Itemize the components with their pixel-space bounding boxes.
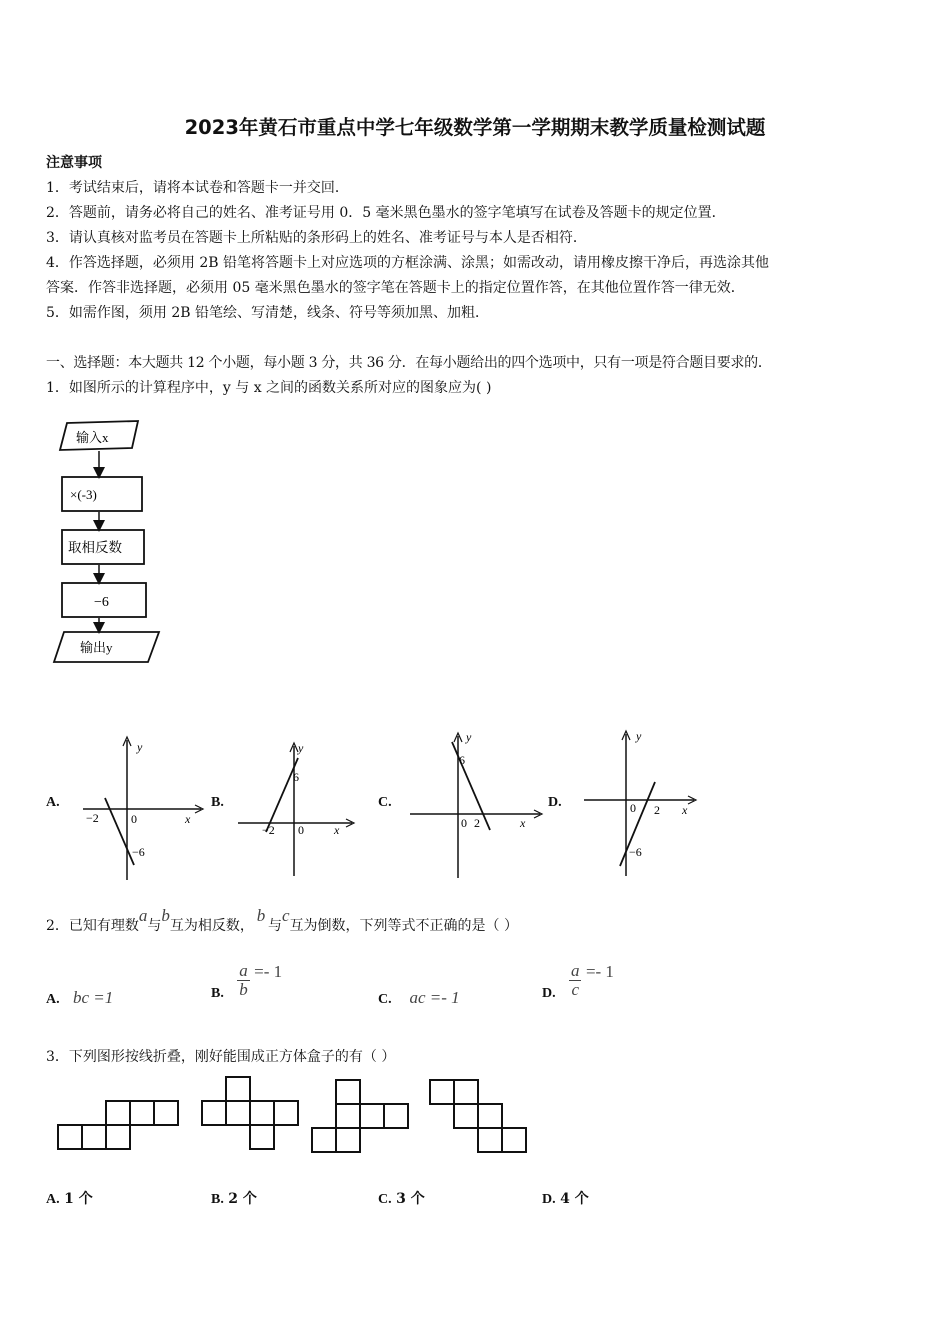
- option-text: 4 个: [560, 1191, 589, 1207]
- tick-label: 2: [474, 816, 480, 830]
- numerator: a: [570, 961, 580, 980]
- origin-label: 0: [298, 823, 304, 837]
- origin-label: 0: [461, 816, 467, 830]
- flow-output-label: 输出y: [80, 640, 113, 655]
- notice-item: 答案．作答非选择题，必须用 05 毫米黑色墨水的签字笔在答题卡上的指定位置作答，在其他位置作答一律无效．: [46, 280, 745, 296]
- q2-option-c: [378, 988, 460, 1008]
- option-letter: C.: [378, 795, 392, 810]
- q3-option-d: [542, 1188, 589, 1208]
- option-letter: D.: [548, 795, 562, 810]
- option-letter: A.: [46, 1192, 60, 1207]
- origin-label: 0: [630, 801, 636, 815]
- tick-label: 6: [293, 770, 299, 784]
- graph-option-c: [406, 728, 546, 880]
- option-letter: C.: [378, 992, 392, 1007]
- option-letter: D.: [542, 985, 556, 1001]
- tick-label: −6: [629, 845, 642, 859]
- axis-label-x: x: [334, 823, 340, 837]
- numerator: a: [239, 961, 248, 980]
- notice-heading: 注意事项: [46, 155, 102, 171]
- axis-label-y: y: [298, 741, 304, 755]
- var-b: b: [256, 906, 266, 925]
- notice-item: 4．作答选择题，必须用 2B 铅笔将答题卡上对应选项的方框涂满、涂黑；如需改动，请用橡皮擦干净后，再选涂其他: [46, 255, 769, 271]
- cube-net-3: [312, 1080, 408, 1152]
- q2-text: 与: [268, 918, 283, 934]
- q2-option-b: [211, 962, 282, 999]
- notice-item: 3．请认真核对监考员在答题卡上所粘贴的条形码上的姓名、准考证号与本人是否相符．: [46, 230, 587, 246]
- var-b: b: [161, 906, 170, 925]
- notice-item: 5．如需作图，须用 2B 铅笔绘、写清楚，线条、符号等须加黑、加粗．: [46, 305, 490, 321]
- denominator: b: [239, 980, 248, 999]
- cube-net-1: [58, 1101, 178, 1149]
- axis-label-x: x: [682, 803, 688, 817]
- axis-label-x: x: [520, 816, 526, 830]
- option-expression: ac =- 1: [409, 988, 460, 1007]
- page-title: 2023年黄石市重点中学七年级数学第一学期期末教学质量检测试题: [184, 116, 766, 139]
- q2-text: 互为倒数，下列等式不正确的是（ ）: [289, 918, 519, 934]
- notice-item: 2．答题前，请务必将自己的姓名、准考证号用 0．5 毫米黑色墨水的签字笔填写在试卷及答题卡的规定位置．: [46, 205, 726, 221]
- q3-option-c: [378, 1188, 425, 1208]
- question-1-stem: 1．如图所示的计算程序中，y 与 x 之间的函数关系所对应的图象应为( ): [46, 380, 492, 396]
- option-letter: B.: [211, 795, 224, 810]
- flow-negate-label: 取相反数: [68, 540, 122, 555]
- cube-nets: [56, 1074, 536, 1156]
- option-letter: A.: [46, 992, 60, 1007]
- fraction: [237, 962, 250, 999]
- graph-option-b: [236, 738, 356, 878]
- q3-option-a: [46, 1188, 93, 1208]
- tick-label: −2: [262, 823, 275, 837]
- flow-subtract-label: −6: [94, 595, 109, 610]
- option-rhs: =- 1: [254, 961, 283, 981]
- graph-option-a: [75, 732, 205, 882]
- option-text: 3 个: [396, 1191, 425, 1207]
- tick-label: −2: [86, 811, 99, 825]
- q2-text: 与: [147, 918, 162, 934]
- cube-net-4: [430, 1080, 526, 1152]
- axis-label-y: y: [636, 729, 642, 743]
- option-letter: B.: [211, 1192, 224, 1207]
- notice-item: 1．考试结束后，请将本试卷和答题卡一并交回．: [46, 180, 349, 196]
- function-line: [105, 798, 134, 865]
- denominator: c: [571, 980, 579, 999]
- question-3-stem: 3．下列图形按线折叠，刚好能围成正方体盒子的有（ ）: [46, 1049, 396, 1065]
- var-c: c: [282, 906, 290, 925]
- option-rhs: =- 1: [585, 961, 614, 981]
- origin-label: 0: [131, 812, 137, 826]
- cube-net-2: [202, 1077, 298, 1149]
- tick-label: −6: [132, 845, 145, 859]
- option-letter: C.: [378, 1192, 392, 1207]
- tick-label: 6: [459, 753, 465, 767]
- q2-option-d: [542, 962, 614, 999]
- option-text: 1 个: [64, 1191, 93, 1207]
- q2-text: 2．已知有理数: [46, 918, 139, 934]
- option-letter: D.: [542, 1192, 556, 1207]
- tick-label: 2: [654, 803, 660, 817]
- graph-option-d: [582, 726, 702, 878]
- fraction: [569, 962, 582, 999]
- axis-label-y: y: [137, 740, 143, 754]
- var-a: a: [138, 906, 148, 925]
- q2-option-a: [46, 988, 113, 1008]
- section-heading: 一、选择题：本大题共 12 个小题，每小题 3 分，共 36 分．在每小题给出的四个选项中，只有一项是符合题目要求的．: [46, 355, 772, 371]
- option-letter: B.: [211, 985, 224, 1001]
- option-letter: A.: [46, 795, 60, 810]
- option-expression: bc =1: [72, 988, 114, 1007]
- q3-option-b: [211, 1188, 257, 1208]
- option-text: 2 个: [228, 1191, 257, 1207]
- flow-multiply-label: ×(-3): [70, 487, 97, 502]
- axis-label-x: x: [185, 812, 191, 826]
- q2-text: 互为相反数，: [169, 918, 254, 934]
- axis-label-y: y: [466, 730, 472, 744]
- question-2-stem: [46, 906, 519, 935]
- flow-input-label: 输入x: [76, 430, 109, 445]
- flowchart: [48, 415, 173, 667]
